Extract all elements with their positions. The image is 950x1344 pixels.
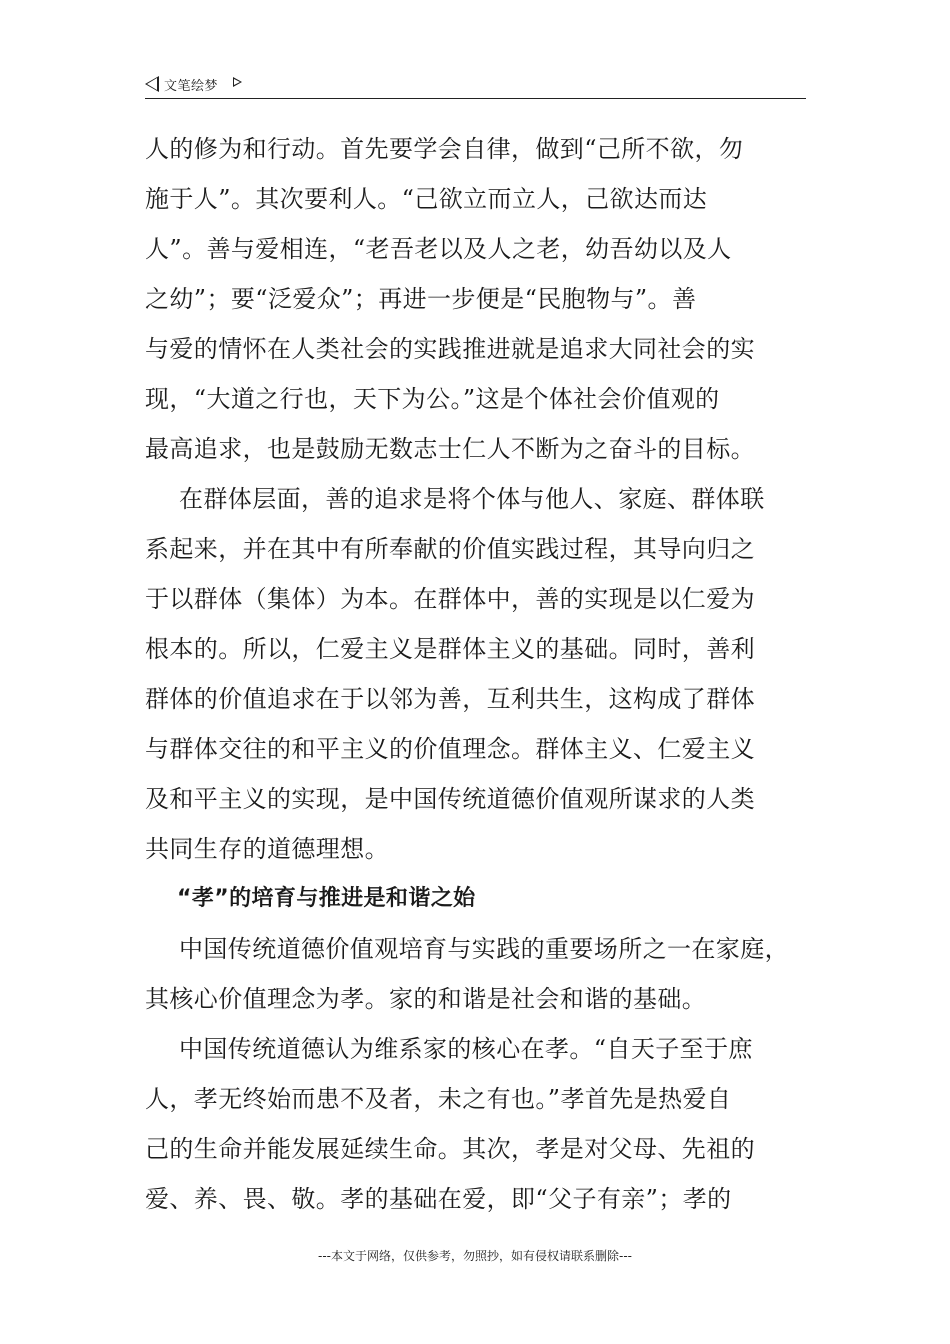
- left-triangle-icon: [145, 76, 159, 92]
- text-line: 现，“大道之行也，天下为公。”这是个体社会价值观的: [145, 385, 720, 413]
- text-line: 群体的价值追求在于以邻为善，互利共生，这构成了群体: [145, 685, 755, 713]
- text-line: 根本的。所以，仁爱主义是群体主义的基础。同时，善利: [145, 635, 755, 663]
- section-heading: “孝”的培育与推进是和谐之始: [177, 886, 476, 911]
- paragraph-start-line: 中国传统道德认为维系家的核心在孝。“自天子至于庶: [179, 1035, 753, 1063]
- text-line: 爱、养、畏、敬。孝的基础在爱，即“父子有亲”；孝的: [145, 1185, 732, 1213]
- paragraph-start-line: 中国传统道德价值观培育与实践的重要场所之一在家庭，: [179, 935, 789, 963]
- text-line: 之幼”；要“泛爱众”；再进一步便是“民胞物与”。善: [145, 285, 697, 313]
- text-line: 人的修为和行动。首先要学会自律，做到“己所不欲，勿: [145, 135, 744, 163]
- right-triangle-icon: [233, 77, 242, 87]
- text-line: 与爱的情怀在人类社会的实践推进就是追求大同社会的实: [145, 335, 755, 363]
- document-body: [145, 124, 795, 1224]
- text-line: 施于人”。其次要利人。“己欲立而立人，己欲达而达: [145, 185, 708, 213]
- paragraph-start-line: 在群体层面，善的追求是将个体与他人、家庭、群体联: [179, 485, 765, 513]
- text-line: 最高追求，也是鼓励无数志士仁人不断为之奋斗的目标。: [145, 435, 755, 463]
- header-title: 文笔绘梦: [164, 79, 219, 94]
- text-line: 及和平主义的实现，是中国传统道德价值观所谋求的人类: [145, 785, 755, 813]
- text-line: 人，孝无终始而患不及者，未之有也。”孝首先是热爱自: [145, 1085, 732, 1113]
- text-line: 其核心价值理念为孝。家的和谐是社会和谐的基础。: [145, 985, 707, 1013]
- page-footer: ---本文于网络，仅供参考，勿照抄，如有侵权请联系删除---: [318, 1249, 632, 1263]
- page-header: [145, 72, 806, 99]
- text-line: 人”。善与爱相连，“老吾老以及人之老，幼吾幼以及人: [145, 235, 732, 263]
- text-line: 己的生命并能发展延续生命。其次，孝是对父母、先祖的: [145, 1135, 755, 1163]
- text-line: 系起来，并在其中有所奉献的价值实践过程，其导向归之: [145, 535, 755, 563]
- text-line: 共同生存的道德理想。: [145, 835, 389, 863]
- text-line: 与群体交往的和平主义的价值理念。群体主义、仁爱主义: [145, 735, 755, 763]
- text-line: 于以群体（集体）为本。在群体中，善的实现是以仁爱为: [145, 585, 755, 613]
